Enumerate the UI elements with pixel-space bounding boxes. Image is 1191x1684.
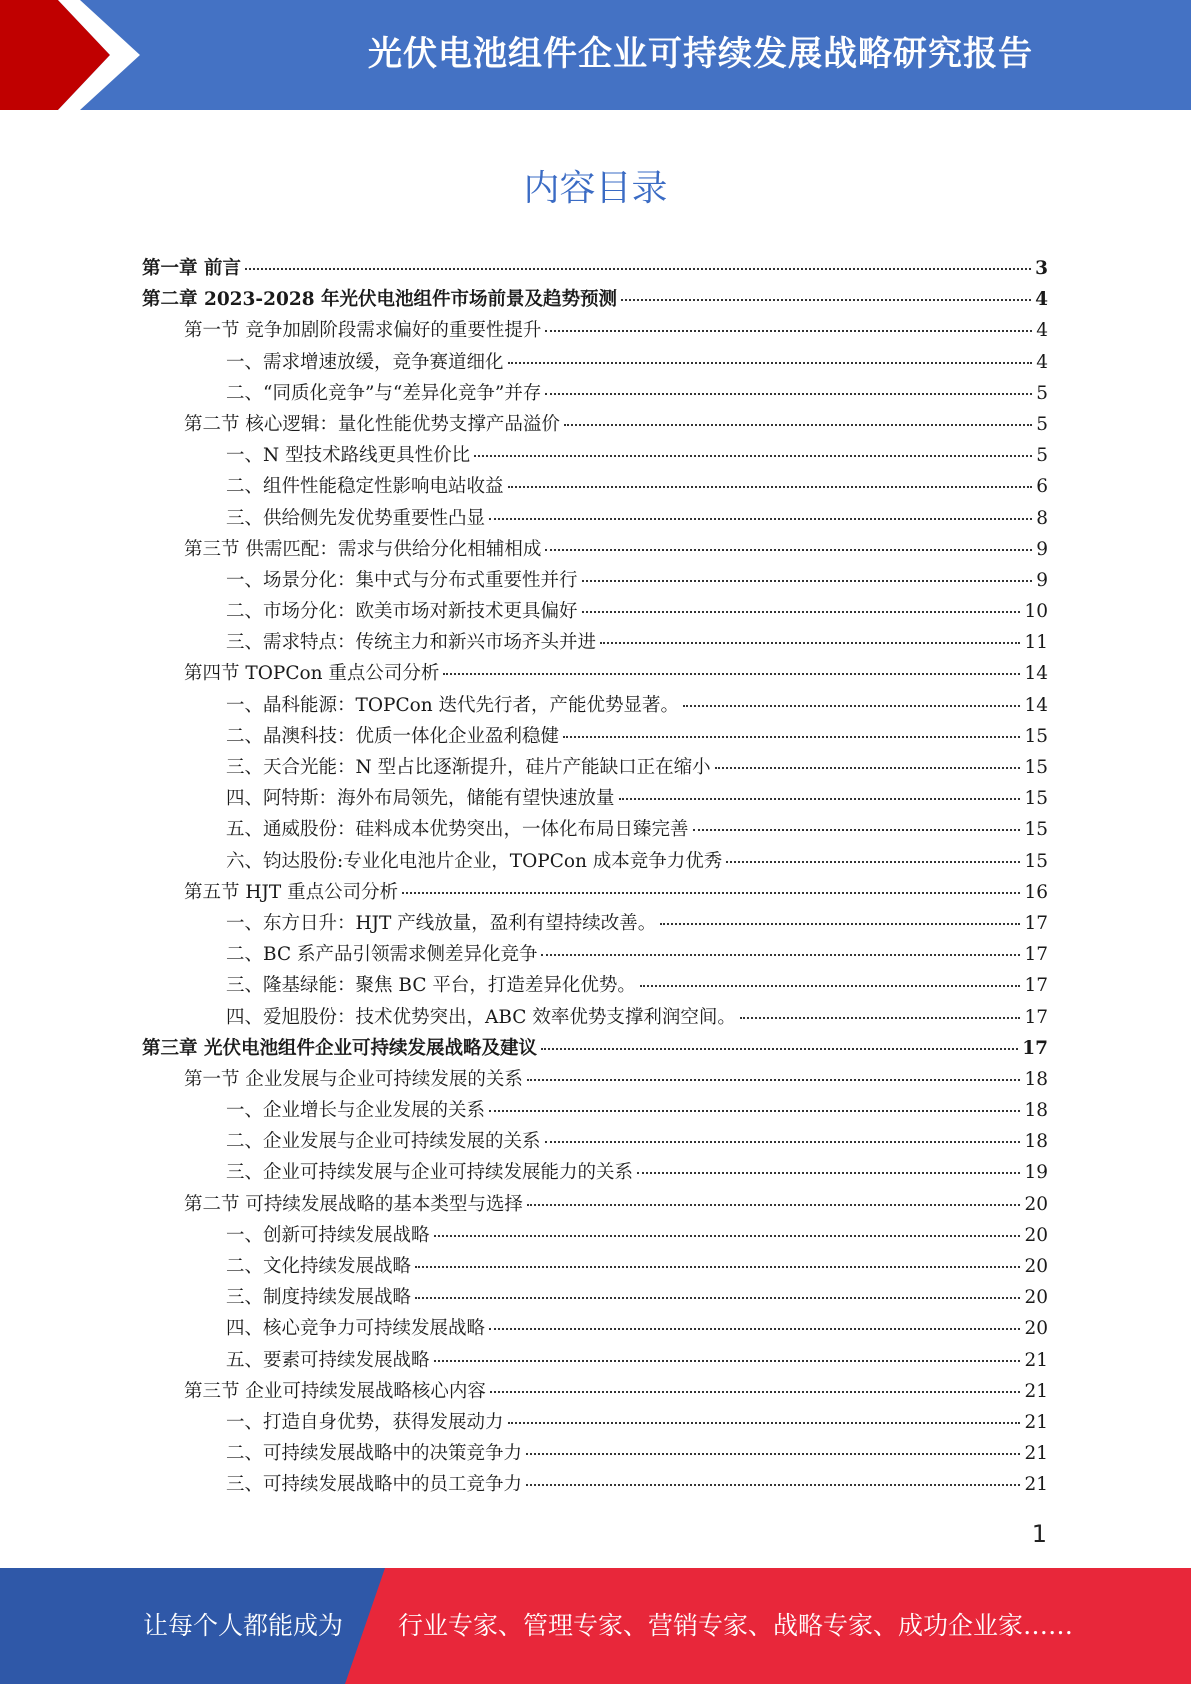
toc-dot-leader: [600, 642, 1020, 644]
toc-dot-leader: [415, 1266, 1020, 1268]
toc-entry-label: 二、BC 系产品引领需求侧差异化竞争: [226, 944, 538, 966]
toc-entry-label: 二、可持续发展战略中的决策竞争力: [226, 1443, 523, 1465]
toc-entry[interactable]: [142, 597, 1048, 628]
toc-entry[interactable]: [142, 940, 1048, 971]
toc-entry-page: 14: [1024, 663, 1048, 685]
toc-entry-page: 5: [1036, 413, 1048, 435]
toc-entry-page: 21: [1024, 1411, 1048, 1433]
report-title: 光伏电池组件企业可持续发展战略研究报告: [368, 34, 1033, 74]
toc-dot-leader: [621, 299, 1031, 301]
toc-entry[interactable]: [142, 753, 1048, 784]
toc-entry-page: 4: [1035, 289, 1048, 311]
header-banner: [0, 0, 1191, 110]
toc-entry[interactable]: [142, 1221, 1048, 1252]
toc-entry-page: 16: [1024, 881, 1048, 903]
toc-entry-label: 三、企业可持续发展与企业可持续发展能力的关系: [226, 1162, 634, 1184]
toc-entry-label: 二、“同质化竞争”与“差异化竞争”并存: [226, 382, 542, 404]
toc-dot-leader: [545, 1141, 1021, 1143]
toc-entry-page: 5: [1036, 382, 1048, 404]
toc-dot-leader: [545, 330, 1032, 332]
footer-banner: [0, 1568, 1191, 1684]
toc-entry[interactable]: [142, 1065, 1048, 1096]
toc-dot-leader: [245, 268, 1031, 270]
toc-entry-page: 18: [1024, 1131, 1048, 1153]
toc-dot-leader: [582, 580, 1033, 582]
toc-entry-label: 一、需求增速放缓，竞争赛道细化: [226, 351, 504, 373]
toc-entry-label: 第一章 前言: [142, 258, 241, 279]
toc-entry[interactable]: [142, 1158, 1048, 1189]
toc-entry[interactable]: [142, 379, 1048, 410]
page-number: 1: [1031, 1520, 1047, 1548]
toc-entry[interactable]: [142, 348, 1048, 379]
toc-dot-leader: [582, 611, 1021, 613]
toc-dot-leader: [434, 1360, 1021, 1362]
toc-heading: 内容目录: [523, 168, 668, 209]
toc-entry-page: 20: [1024, 1224, 1048, 1246]
toc-dot-leader: [545, 393, 1032, 395]
toc-entry[interactable]: [142, 784, 1048, 815]
toc-entry-label: 一、场景分化：集中式与分布式重要性并行: [226, 569, 578, 591]
toc-entry-page: 17: [1024, 975, 1048, 997]
toc-dot-leader: [443, 673, 1020, 675]
toc-entry-label: 三、可持续发展战略中的员工竞争力: [226, 1474, 523, 1496]
toc-dot-leader: [527, 1079, 1021, 1081]
toc-entry[interactable]: [142, 847, 1048, 878]
toc-entry-label: 二、组件性能稳定性影响电站收益: [226, 476, 504, 498]
toc-entry[interactable]: [142, 285, 1048, 316]
toc-dot-leader: [637, 1172, 1020, 1174]
toc-entry-page: 15: [1024, 725, 1048, 747]
toc-entry-page: 9: [1036, 538, 1048, 560]
toc-entry-label: 一、企业增长与企业发展的关系: [226, 1100, 486, 1122]
toc-entry[interactable]: [142, 722, 1048, 753]
toc-entry[interactable]: [142, 1252, 1048, 1283]
toc-entry[interactable]: [142, 971, 1048, 1002]
toc-entry-page: 21: [1024, 1474, 1048, 1496]
toc-entry[interactable]: [142, 691, 1048, 722]
toc-entry-page: 17: [1024, 1006, 1048, 1028]
toc-dot-leader: [564, 424, 1032, 426]
toc-entry-label: 第二节 可持续发展战略的基本类型与选择: [184, 1193, 523, 1215]
toc-entry[interactable]: [142, 1346, 1048, 1377]
toc-entry-label: 五、要素可持续发展战略: [226, 1349, 430, 1371]
toc-entry-page: 20: [1024, 1256, 1048, 1277]
toc-dot-leader: [683, 705, 1020, 707]
toc-entry-page: 9: [1036, 569, 1048, 591]
toc-entry-label: 二、晶澳科技：优质一体化企业盈利稳健: [226, 725, 560, 747]
toc-entry-label: 第三节 企业可持续发展战略核心内容: [184, 1380, 486, 1402]
toc-entry-label: 二、企业发展与企业可持续发展的关系: [226, 1131, 541, 1153]
toc-entry[interactable]: [142, 566, 1048, 597]
toc-entry-label: 四、核心竞争力可持续发展战略: [226, 1318, 486, 1340]
footer-slogan-right: 行业专家、管理专家、营销专家、战略专家、成功企业家……: [398, 1611, 1074, 1640]
toc-entry-page: 20: [1024, 1318, 1048, 1340]
toc-entry-page: 6: [1036, 476, 1048, 498]
toc-entry-page: 20: [1024, 1287, 1048, 1309]
toc-entry-page: 3: [1035, 258, 1048, 279]
toc-entry-page: 21: [1024, 1349, 1048, 1371]
toc-entry-page: 17: [1022, 1037, 1048, 1059]
header-arrow-decoration: [0, 0, 160, 110]
toc-entry[interactable]: [142, 659, 1048, 690]
toc-entry-page: 19: [1024, 1162, 1048, 1184]
toc-dot-leader: [489, 518, 1032, 520]
toc-dot-leader: [434, 1235, 1021, 1237]
toc-dot-leader: [527, 1204, 1021, 1206]
toc-entry-label: 二、市场分化：欧美市场对新技术更具偏好: [226, 601, 578, 623]
toc-entry-label: 三、隆基绿能：聚焦 BC 平台，打造差异化优势。: [226, 975, 636, 997]
toc-entry[interactable]: [142, 1127, 1048, 1158]
toc-entry-label: 三、天合光能：N 型占比逐渐提升，硅片产能缺口正在缩小: [226, 757, 711, 778]
toc-entry-label: 第二节 核心逻辑：量化性能优势支撑产品溢价: [184, 413, 560, 435]
toc-entry-page: 5: [1036, 445, 1048, 467]
toc-dot-leader: [526, 1453, 1020, 1455]
toc-entry[interactable]: [142, 441, 1048, 472]
toc-entry[interactable]: [142, 254, 1048, 285]
toc-dot-leader: [726, 861, 1020, 863]
toc-entry-label: 第三章 光伏电池组件企业可持续发展战略及建议: [142, 1037, 537, 1059]
toc-entry-label: 第四节 TOPCon 重点公司分析: [184, 663, 440, 685]
toc-entry[interactable]: [142, 504, 1048, 535]
toc-entry-page: 15: [1024, 819, 1048, 841]
toc-entry-label: 一、创新可持续发展战略: [226, 1224, 430, 1246]
toc-entry[interactable]: [142, 410, 1048, 441]
toc-entry[interactable]: [142, 1283, 1048, 1314]
toc-entry[interactable]: [142, 472, 1048, 503]
toc-dot-leader: [715, 767, 1021, 769]
toc-dot-leader: [490, 1391, 1021, 1393]
toc-entry-label: 五、通威股份：硅料成本优势突出，一体化布局日臻完善: [226, 819, 689, 841]
toc-entry-label: 四、爱旭股份：技术优势突出，ABC 效率优势支撑利润空间。: [226, 1006, 736, 1028]
toc-entry-page: 15: [1024, 788, 1048, 810]
toc-dot-leader: [474, 455, 1032, 457]
toc-entry-label: 三、制度持续发展战略: [226, 1287, 412, 1309]
toc-dot-leader: [640, 985, 1021, 987]
toc-entry-label: 三、供给侧先发优势重要性凸显: [226, 507, 486, 529]
toc-entry[interactable]: [142, 1034, 1048, 1065]
toc-entry-label: 一、打造自身优势，获得发展动力: [226, 1411, 504, 1433]
toc-entry[interactable]: [142, 1470, 1048, 1501]
toc-dot-leader: [508, 486, 1033, 488]
toc-entry[interactable]: [142, 1439, 1048, 1470]
toc-dot-leader: [508, 1422, 1021, 1424]
toc-entry-label: 一、东方日升：HJT 产线放量，盈利有望持续改善。: [226, 912, 657, 934]
toc-entry-label: 第一节 竞争加剧阶段需求偏好的重要性提升: [184, 320, 542, 342]
toc-entry-page: 18: [1024, 1100, 1048, 1122]
toc-entry[interactable]: [142, 909, 1048, 940]
toc-entry-label: 第三节 供需匹配：需求与供给分化相辅相成: [184, 538, 542, 560]
toc-entry-page: 15: [1024, 850, 1048, 872]
table-of-contents: [142, 254, 1048, 1502]
toc-dot-leader: [526, 1484, 1020, 1486]
toc-entry[interactable]: [142, 1096, 1048, 1127]
toc-dot-leader: [489, 1110, 1020, 1112]
toc-entry-label: 一、晶科能源：TOPCon 迭代先行者，产能优势显著。: [226, 694, 680, 716]
toc-entry[interactable]: [142, 815, 1048, 846]
toc-dot-leader: [693, 829, 1021, 831]
toc-entry-page: 14: [1024, 694, 1048, 716]
toc-entry[interactable]: [142, 1003, 1048, 1034]
toc-entry-label: 第二章 2023-2028 年光伏电池组件市场前景及趋势预测: [142, 289, 618, 311]
toc-entry[interactable]: [142, 878, 1048, 909]
toc-dot-leader: [541, 1048, 1018, 1050]
toc-dot-leader: [545, 549, 1032, 551]
toc-entry-label: 一、N 型技术路线更具性价比: [226, 445, 471, 467]
toc-dot-leader: [541, 954, 1020, 956]
toc-entry[interactable]: [142, 316, 1048, 347]
toc-entry[interactable]: [142, 628, 1048, 659]
toc-dot-leader: [402, 892, 1020, 894]
toc-dot-leader: [508, 362, 1033, 364]
toc-entry-page: 4: [1036, 351, 1048, 373]
toc-entry-page: 15: [1024, 757, 1048, 778]
toc-entry-label: 二、文化持续发展战略: [226, 1256, 412, 1277]
toc-entry-page: 18: [1024, 1068, 1048, 1090]
toc-entry-page: 20: [1024, 1193, 1048, 1215]
toc-entry-label: 第五节 HJT 重点公司分析: [184, 881, 399, 903]
toc-entry[interactable]: [142, 1377, 1048, 1408]
toc-entry-page: 17: [1024, 912, 1048, 934]
toc-entry-page: 17: [1024, 944, 1048, 966]
toc-entry-page: 4: [1036, 320, 1048, 342]
toc-entry[interactable]: [142, 1408, 1048, 1439]
toc-dot-leader: [660, 923, 1020, 925]
toc-entry[interactable]: [142, 1314, 1048, 1345]
toc-dot-leader: [563, 736, 1020, 738]
footer-slogan-left: 让每个人都能成为: [143, 1611, 344, 1640]
toc-dot-leader: [619, 798, 1021, 800]
toc-dot-leader: [415, 1297, 1020, 1299]
toc-entry-page: 10: [1024, 601, 1048, 623]
toc-entry[interactable]: [142, 535, 1048, 566]
toc-entry-page: 11: [1024, 632, 1048, 654]
toc-dot-leader: [489, 1328, 1020, 1330]
toc-entry-label: 四、阿特斯：海外布局领先，储能有望快速放量: [226, 788, 615, 810]
toc-entry-label: 三、需求特点：传统主力和新兴市场齐头并进: [226, 632, 597, 654]
toc-entry-page: 21: [1024, 1443, 1048, 1465]
toc-entry-page: 21: [1024, 1380, 1048, 1402]
toc-entry[interactable]: [142, 1190, 1048, 1221]
toc-entry-label: 第一节 企业发展与企业可持续发展的关系: [184, 1068, 523, 1090]
toc-entry-label: 六、钧达股份:专业化电池片企业，TOPCon 成本竞争力优秀: [226, 850, 723, 872]
toc-dot-leader: [740, 1017, 1021, 1019]
toc-entry-page: 8: [1036, 507, 1048, 529]
